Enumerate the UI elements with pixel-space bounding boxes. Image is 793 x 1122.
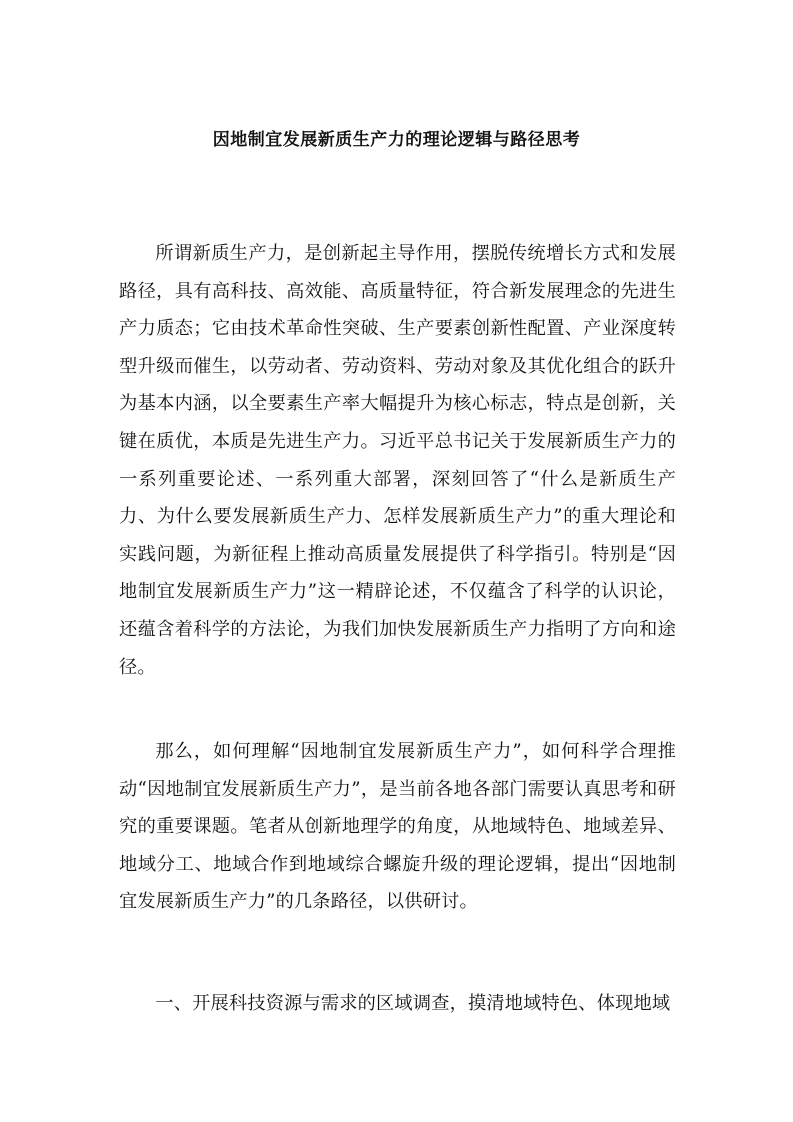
section-heading-1: 一、开展科技资源与需求的区域调查，摸清地域特色、体现地域 <box>155 993 671 1014</box>
page-title: 因地制宜发展新质生产力的理论逻辑与路径思考 <box>212 130 581 150</box>
paragraph-question: 那么，如何理解“因地制宜发展新质生产力”，如何科学合理推动“因地制宜发展新质生产力”，是当前各地各部门需要认真思考和研究的重要课题。笔者从创新地理学的角度，从地域特色、地域差异、地域分工、地域合作到地域综合螺旋升级的理论逻辑，提出“因地制宜发展新质生产力”的几条路径，以供研讨。 <box>119 741 676 913</box>
paragraph-definition: 所谓新质生产力，是创新起主导作用，摆脱传统增长方式和发展路径，具有高科技、高效能、高质量特征，符合新发展理念的先进生产力质态；它由技术革命性突破、生产要素创新性配置、产业深度转型升级而催生，以劳动者、劳动资料、劳动对象及其优化组合的跃升为基本内涵，以全要素生产率大幅提升为核心标志，特点是创新，关键在质优，本质是先进生产力。习近平总书记关于发展新质生产力的一系列重要论述、一系列重大部署，深刻回答了“什么是新质生产力、为什么要发展新质生产力、怎样发展新质生产力”的重大理论和实践问题，为新征程上推动高质量发展提供了科学指引。特别是“因地制宜发展新质生产力”这一精辟论述，不仅蕴含了科学的认识论，还蕴含着科学的方法论，为我们加快发展新质生产力指明了方向和途径。 <box>119 243 676 678</box>
